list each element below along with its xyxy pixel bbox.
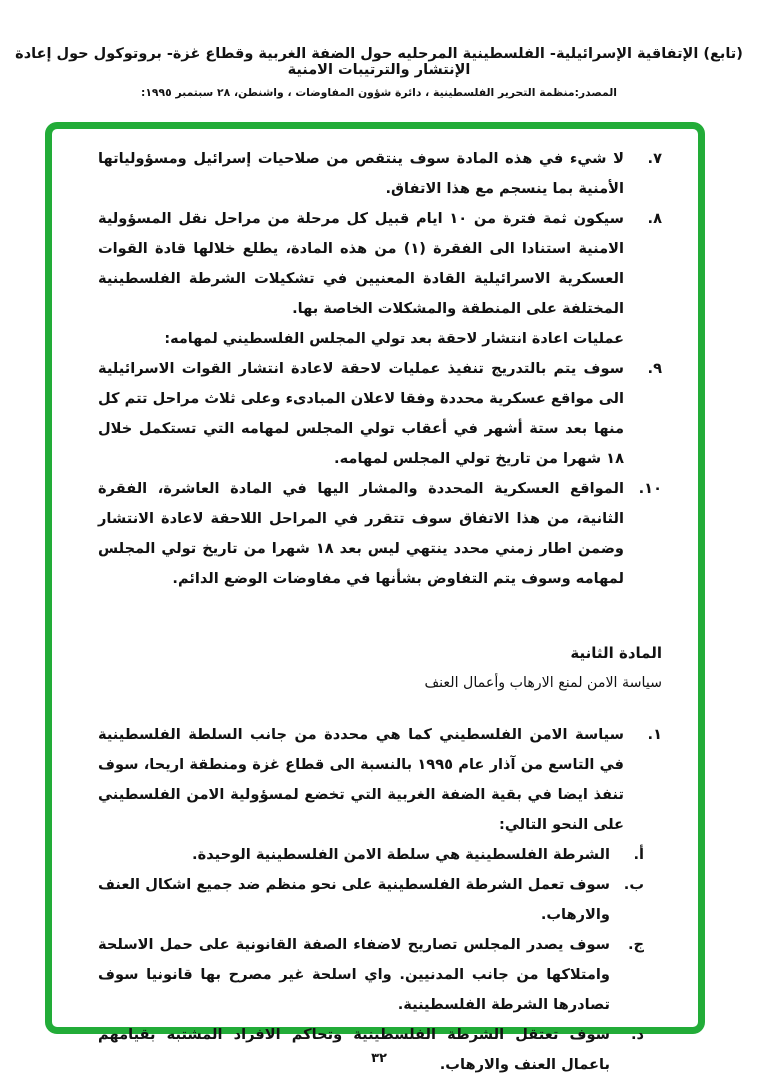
list-item-9 [98,354,662,474]
item-text: سوف يتم بالتدريج تنفيذ عمليات لاحقة لاعادة انتشار القوات الاسرائيلية الى مواقع عسكرية محددة وفقا لاعلان المبادىء وعلى ثلاث مراحل تتم كل منها بعد ستة أشهر في أعقاب تولي المجلس لمهامه التي تستكمل خلال ١٨ شهرا من تاريخ تولي المجلس لمهامه. [98,360,624,467]
item-number: ١٠. [638,480,662,497]
item-number: ١. [647,726,662,743]
item-number: د. [630,1026,644,1043]
item-number: أ. [633,846,644,863]
item-number: ب. [623,876,644,893]
list-item-7 [98,144,662,204]
document-title: (تابع) الإتفاقية الإسرائيلية- الفلسطينية المرحليه حول الضفة الغربية وقطاع غزة- بروتوكول حول إعادة الإنتشار والترتيبات الامنية [15,46,743,78]
list-item-1 [98,720,662,840]
article-two-subtitle: سياسة الامن لمنع الارهاب وأعمال العنف [424,675,662,691]
document-header [0,46,758,99]
item-number: ج. [627,936,644,953]
item-number: ٨. [647,210,662,227]
item-text: سياسة الامن الفلسطيني كما هي محددة من جانب السلطة الفلسطينية في التاسع من آذار عام ١٩٩٥ بالنسبة الى قطاع غزة ومنطقة اريحا، سوف تنفذ ايضا في بقية الضفة الغربية التي تخضع لمسؤولية الامن الفلسطيني على النحو التالي: [98,726,624,833]
sub-item-d [98,1020,644,1080]
item-text: سوف تعمل الشرطة الفلسطينية على نحو منظم ضد جميع اشكال العنف والارهاب. [98,876,610,923]
item-text: سيكون ثمة فترة من ١٠ ايام قبيل كل مرحلة من مراحل نقل المسؤولية الامنية استنادا الى الفقرة (١) من هذه المادة، يطلع خلالها قادة القوات العسكرية الاسرائيلية القادة المعنيين في تشكيلات الشرطة الفلسطينية المختلفة على المنطقة والمشكلات الخاصة بها. [98,210,624,317]
item-text: سوف يصدر المجلس تصاريح لاضفاء الصفة القانونية على حمل الاسلحة وامتلاكها من جانب المدنيين. واي اسلحة غير مصرح بها قانونيا سوف تصادرها الشرطة الفلسطينية. [98,936,610,1013]
sub-item-b [98,870,644,930]
list-item-10 [98,474,662,594]
redeployment-subheading: عمليات اعادة انتشار لاحقة بعد تولي المجلس الفلسطيني لمهامه: [164,331,624,347]
item-text: المواقع العسكرية المحددة والمشار اليها في المادة العاشرة، الفقرة الثانية، من هذا الاتفاق سوف تتقرر في المراحل اللاحقة لاعادة الانتشار وضمن اطار زمني محدد ينتهي ليس بعد ١٨ شهرا من تاريخ تولي المجلس لمهامه وسوف يتم التفاوض بشأنها في مفاوضات الوضع الدائم. [98,480,624,587]
item-text: الشرطة الفلسطينية هي سلطة الامن الفلسطينية الوحيدة. [192,846,610,863]
item-number: ٩. [647,360,662,377]
article-two-title: المادة الثانية [570,644,662,662]
item-text: لا شيء في هذه المادة سوف ينتقص من صلاحيات إسرائيل ومسؤولياتها الأمنية بما ينسجم مع هذا الاتفاق. [98,150,624,197]
sub-item-c [98,930,644,1020]
document-source-line: المصدر:منظمة التحرير الفلسطينية ، دائرة شؤون المفاوضات ، واشنطن، ٢٨ سبتمبر ١٩٩٥: [140,86,617,99]
page-number: ٣٢ [371,1051,387,1066]
sub-item-a [98,840,644,870]
item-number: ٧. [647,150,662,167]
item-text: سوف تعتقل الشرطة الفلسطينية وتحاكم الافراد المشتبه بقيامهم باعمال العنف والارهاب. [98,1026,610,1073]
list-item-8 [98,204,662,324]
